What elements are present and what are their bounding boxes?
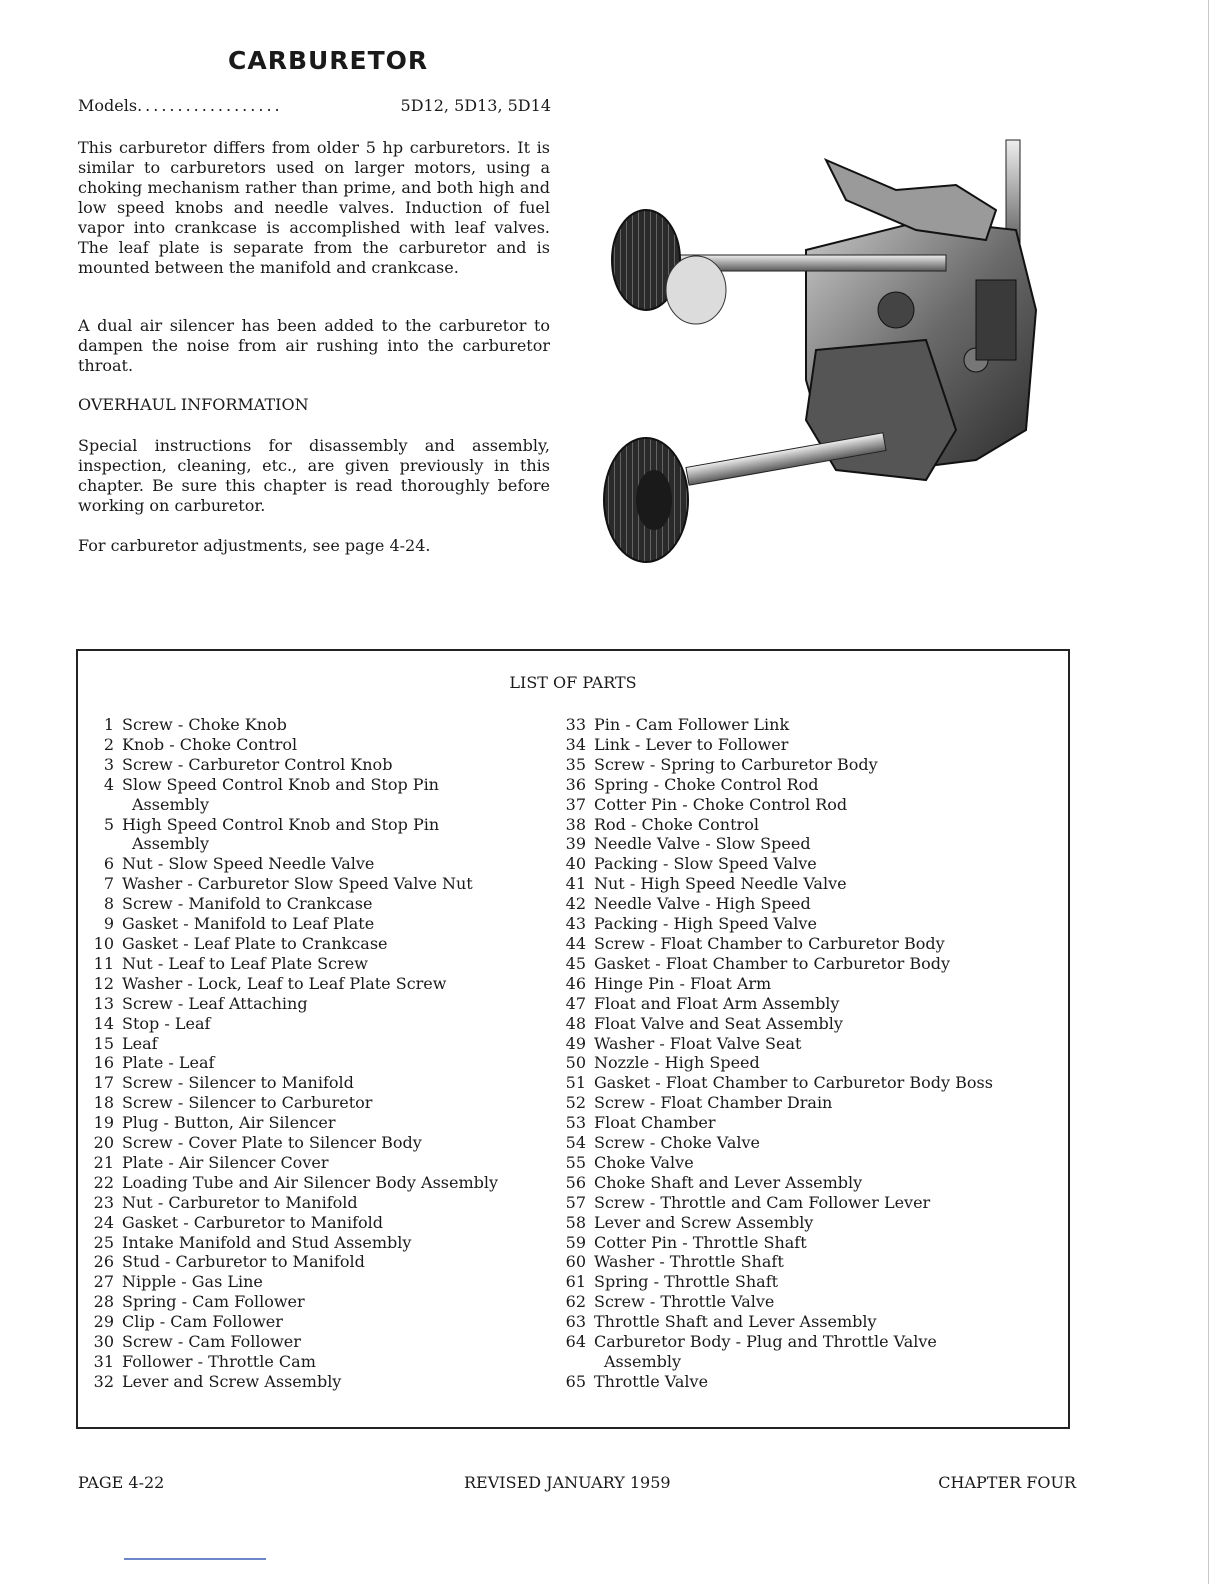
- parts-list-right-column: [554, 715, 1054, 1392]
- parts-list-item: [554, 934, 1054, 954]
- part-number: 20: [93, 1133, 114, 1153]
- parts-list-item: [82, 1073, 552, 1093]
- parts-list-item: [554, 815, 1054, 835]
- part-number: 46: [565, 973, 586, 993]
- part-description: Loading Tube and Air Silencer Body Assembly: [122, 1172, 499, 1192]
- bottom-rule: [124, 1558, 266, 1560]
- part-description: Gasket - Carburetor to Manifold: [122, 1212, 383, 1232]
- part-description: Slow Speed Control Knob and Stop Pin: [122, 774, 439, 794]
- part-number: 21: [93, 1152, 114, 1172]
- part-number: 64: [565, 1332, 586, 1352]
- part-description: Plate - Leaf: [122, 1053, 215, 1073]
- parts-list-item-continuation: [82, 834, 552, 854]
- part-description: Float Valve and Seat Assembly: [594, 1013, 843, 1033]
- parts-list-item: [82, 1153, 552, 1173]
- part-number: 35: [565, 754, 586, 774]
- page-edge-rule: [1208, 0, 1209, 1584]
- part-description: Nut - Slow Speed Needle Valve: [122, 854, 375, 874]
- overhaul-heading: OVERHAUL INFORMATION: [78, 395, 309, 414]
- part-description: Carburetor Body - Plug and Throttle Valve: [594, 1332, 937, 1352]
- part-description-continuation: Assembly: [132, 794, 210, 814]
- part-number: 29: [93, 1312, 114, 1332]
- part-number: 11: [93, 953, 114, 973]
- parts-list-item: [554, 1173, 1054, 1193]
- part-description: Screw - Float Chamber to Carburetor Body: [594, 933, 945, 953]
- part-description: Stop - Leaf: [122, 1013, 211, 1033]
- part-number: 52: [565, 1093, 586, 1113]
- part-number: 5: [103, 814, 114, 834]
- part-number: 19: [93, 1113, 114, 1133]
- part-number: 65: [565, 1371, 586, 1391]
- part-description: Spring - Throttle Shaft: [594, 1272, 779, 1292]
- parts-list-item: [554, 1014, 1054, 1034]
- parts-list-item: [554, 1193, 1054, 1213]
- parts-list-item-continuation: [554, 1352, 1054, 1372]
- part-number: 2: [103, 734, 114, 754]
- part-number: 17: [93, 1073, 114, 1093]
- parts-list-item: [554, 1053, 1054, 1073]
- part-number: 58: [565, 1212, 586, 1232]
- parts-list-item: [554, 1332, 1054, 1352]
- part-description: Packing - High Speed Valve: [594, 914, 817, 934]
- part-number: 48: [565, 1013, 586, 1033]
- parts-list-item: [554, 735, 1054, 755]
- parts-list-item: [554, 1093, 1054, 1113]
- parts-list-item: [82, 1173, 552, 1193]
- parts-list-item-continuation: [82, 795, 552, 815]
- part-description: Link - Lever to Follower: [594, 734, 789, 754]
- part-number: 23: [93, 1192, 114, 1212]
- parts-list-item: [82, 1372, 552, 1392]
- part-description: Intake Manifold and Stud Assembly: [122, 1232, 412, 1252]
- part-description: Float and Float Arm Assembly: [594, 993, 840, 1013]
- part-number: 45: [565, 953, 586, 973]
- part-description: Knob - Choke Control: [122, 734, 298, 754]
- part-number: 16: [93, 1053, 114, 1073]
- parts-list-item: [82, 815, 552, 835]
- parts-list-item: [82, 755, 552, 775]
- part-description: Follower - Throttle Cam: [122, 1352, 316, 1371]
- part-description: Clip - Cam Follower: [122, 1312, 283, 1332]
- parts-list-item: [554, 874, 1054, 894]
- part-description: Cotter Pin - Throttle Shaft: [594, 1232, 807, 1252]
- part-number: 61: [565, 1272, 586, 1292]
- part-description: Spring - Cam Follower: [122, 1292, 305, 1312]
- part-number: 6: [103, 854, 114, 874]
- parts-list-item: [82, 735, 552, 755]
- parts-list-item: [554, 1133, 1054, 1153]
- part-description: Spring - Choke Control Rod: [594, 774, 819, 794]
- parts-list-item: [82, 1133, 552, 1153]
- parts-list-item: [554, 894, 1054, 914]
- parts-list-item: [82, 1292, 552, 1312]
- part-number: 57: [565, 1192, 586, 1212]
- part-number: 18: [93, 1093, 114, 1113]
- part-number: 10: [93, 933, 114, 953]
- parts-list-box: [76, 649, 1070, 1429]
- part-number: 38: [565, 814, 586, 834]
- part-number: 25: [93, 1232, 114, 1252]
- part-number: 15: [93, 1033, 114, 1053]
- part-description: Screw - Float Chamber Drain: [594, 1093, 833, 1113]
- part-number: 54: [565, 1133, 586, 1153]
- part-description: Screw - Cam Follower: [122, 1332, 301, 1352]
- part-description: Hinge Pin - Float Arm: [594, 973, 772, 993]
- parts-list-item: [554, 1153, 1054, 1173]
- parts-list-item: [82, 715, 552, 735]
- silencer-paragraph: A dual air silencer has been added to the carburetor to dampen the noise from air rushing into the carburetor throat.: [78, 316, 550, 375]
- part-description: Nut - Carburetor to Manifold: [122, 1192, 358, 1212]
- parts-list-item: [554, 1034, 1054, 1054]
- part-description: Packing - Slow Speed Valve: [594, 854, 817, 874]
- part-number: 31: [93, 1352, 114, 1371]
- parts-list-item: [82, 954, 552, 974]
- part-description: Plate - Air Silencer Cover: [122, 1152, 329, 1172]
- parts-list-item: [82, 914, 552, 934]
- part-number: 42: [565, 894, 586, 914]
- part-description: Washer - Throttle Shaft: [594, 1252, 784, 1272]
- part-description: Throttle Valve: [594, 1371, 709, 1391]
- parts-list-item: [82, 1332, 552, 1352]
- part-number: 59: [565, 1232, 586, 1252]
- part-description: Float Chamber: [594, 1113, 716, 1133]
- parts-list-item: [82, 874, 552, 894]
- parts-list-item: [554, 1233, 1054, 1253]
- part-number: 41: [565, 874, 586, 894]
- part-number: 51: [565, 1073, 586, 1093]
- part-number: 24: [93, 1212, 114, 1232]
- parts-list-item: [554, 974, 1054, 994]
- parts-list-item: [82, 1034, 552, 1054]
- part-description: Washer - Float Valve Seat: [594, 1033, 802, 1053]
- part-description: Gasket - Leaf Plate to Crankcase: [122, 933, 388, 953]
- parts-list-item: [82, 934, 552, 954]
- part-number: 37: [565, 794, 586, 814]
- overhaul-paragraph: Special instructions for disassembly and assembly, inspection, cleaning, etc., are given previously in this chapter. Be sure this chapter is read thoroughly before working on carburetor.: [78, 436, 550, 515]
- models-label: Models: [78, 96, 138, 115]
- part-number: 44: [565, 933, 586, 953]
- footer-page-number: PAGE 4-22: [78, 1473, 165, 1492]
- parts-list-item: [554, 1292, 1054, 1312]
- parts-list-item: [554, 755, 1054, 775]
- part-number: 30: [93, 1332, 114, 1352]
- part-number: 50: [565, 1053, 586, 1073]
- part-description: Screw - Spring to Carburetor Body: [594, 754, 878, 774]
- parts-list-item: [554, 1272, 1054, 1292]
- part-description: Lever and Screw Assembly: [594, 1212, 814, 1232]
- part-number: 36: [565, 774, 586, 794]
- part-description: Screw - Throttle Valve: [594, 1292, 775, 1312]
- part-number: 26: [93, 1252, 114, 1272]
- models-dots: ..................: [137, 96, 283, 115]
- parts-list-item: [82, 1053, 552, 1073]
- parts-list-item: [82, 1093, 552, 1113]
- part-description: Choke Valve: [594, 1152, 694, 1172]
- part-number: 43: [565, 914, 586, 934]
- part-description: Plug - Button, Air Silencer: [122, 1113, 336, 1133]
- parts-list-item: [554, 1073, 1054, 1093]
- part-number: 34: [565, 734, 586, 754]
- part-number: 28: [93, 1292, 114, 1312]
- parts-list-item: [554, 1113, 1054, 1133]
- parts-list-item: [82, 1014, 552, 1034]
- models-line: [78, 96, 551, 115]
- part-description-continuation: Assembly: [132, 834, 210, 854]
- part-description: Screw - Throttle and Cam Follower Lever: [594, 1192, 931, 1212]
- parts-list-item: [554, 715, 1054, 735]
- part-number: 62: [565, 1292, 586, 1312]
- part-description: Throttle Shaft and Lever Assembly: [594, 1312, 877, 1332]
- part-description-continuation: Assembly: [604, 1352, 682, 1371]
- part-description: Needle Valve - High Speed: [594, 894, 811, 914]
- part-number: 4: [103, 774, 114, 794]
- part-number: 63: [565, 1312, 586, 1332]
- part-description: Choke Shaft and Lever Assembly: [594, 1172, 863, 1192]
- part-description: Screw - Cover Plate to Silencer Body: [122, 1133, 422, 1153]
- parts-list-item: [554, 914, 1054, 934]
- part-number: 14: [93, 1013, 114, 1033]
- part-number: 32: [93, 1371, 114, 1391]
- page-title: CARBURETOR: [228, 46, 429, 75]
- intro-paragraph: This carburetor differs from older 5 hp carburetors. It is similar to carburetors used on larger motors, using a choking mechanism rather than prime, and both high and low speed knobs and needle valves. Induction of fuel vapor into crankcase is accomplished with leaf valves. The leaf plate is separate from the carburetor and is mounted between the manifold and crankcase.: [78, 138, 550, 277]
- part-description: Nut - Leaf to Leaf Plate Screw: [122, 953, 368, 973]
- part-description: Screw - Manifold to Crankcase: [122, 894, 373, 914]
- parts-list-item: [82, 894, 552, 914]
- part-number: 12: [93, 973, 114, 993]
- parts-list-item: [554, 1252, 1054, 1272]
- parts-list-item: [82, 1193, 552, 1213]
- part-number: 49: [565, 1033, 586, 1053]
- part-number: 8: [103, 894, 114, 914]
- part-number: 47: [565, 993, 586, 1013]
- part-description: Screw - Leaf Attaching: [122, 993, 308, 1013]
- part-number: 56: [565, 1172, 586, 1192]
- part-number: 27: [93, 1272, 114, 1292]
- parts-list-item: [82, 1252, 552, 1272]
- part-number: 9: [103, 914, 114, 934]
- part-number: 40: [565, 854, 586, 874]
- part-number: 7: [103, 874, 114, 894]
- adjustments-paragraph: For carburetor adjustments, see page 4-24.: [78, 536, 431, 555]
- part-description: Screw - Silencer to Manifold: [122, 1073, 354, 1093]
- part-description: Stud - Carburetor to Manifold: [122, 1252, 365, 1272]
- part-description: Nipple - Gas Line: [122, 1272, 263, 1292]
- parts-list-item: [82, 1113, 552, 1133]
- part-description: Screw - Choke Valve: [594, 1133, 760, 1153]
- part-number: 53: [565, 1113, 586, 1133]
- part-description: Screw - Choke Knob: [122, 715, 287, 734]
- parts-list-item: [554, 1213, 1054, 1233]
- part-description: Screw - Silencer to Carburetor: [122, 1093, 373, 1113]
- part-number: 39: [565, 834, 586, 854]
- parts-list-item: [554, 834, 1054, 854]
- part-description: Pin - Cam Follower Link: [594, 715, 790, 734]
- parts-list-item: [554, 854, 1054, 874]
- part-description: Lever and Screw Assembly: [122, 1371, 342, 1391]
- parts-list-item: [554, 1372, 1054, 1392]
- parts-list-item: [82, 1233, 552, 1253]
- part-description: Washer - Carburetor Slow Speed Valve Nut: [122, 874, 473, 894]
- parts-list-item: [82, 1272, 552, 1292]
- part-number: 3: [103, 754, 114, 774]
- part-description: Cotter Pin - Choke Control Rod: [594, 794, 848, 814]
- models-value: 5D12, 5D13, 5D14: [400, 96, 551, 115]
- parts-list-item: [82, 775, 552, 795]
- part-number: 1: [103, 715, 114, 734]
- part-description: Gasket - Float Chamber to Carburetor Body Boss: [594, 1073, 993, 1093]
- part-description: Rod - Choke Control: [594, 814, 759, 834]
- part-number: 13: [93, 993, 114, 1013]
- parts-list-item: [82, 994, 552, 1014]
- parts-list-item: [554, 954, 1054, 974]
- parts-list-item: [82, 854, 552, 874]
- part-number: 33: [565, 715, 586, 734]
- part-description: Washer - Lock, Leaf to Leaf Plate Screw: [122, 973, 447, 993]
- part-description: Gasket - Float Chamber to Carburetor Body: [594, 953, 951, 973]
- part-description: Nut - High Speed Needle Valve: [594, 874, 847, 894]
- carburetor-illustration: [596, 130, 1066, 580]
- part-description: Nozzle - High Speed: [594, 1053, 760, 1073]
- footer-revision: REVISED JANUARY 1959: [464, 1473, 671, 1492]
- parts-list-item: [554, 795, 1054, 815]
- parts-list-item: [82, 1213, 552, 1233]
- parts-list-item: [554, 994, 1054, 1014]
- parts-list-item: [82, 1312, 552, 1332]
- part-description: Needle Valve - Slow Speed: [594, 834, 811, 854]
- part-description: Leaf: [122, 1033, 158, 1053]
- parts-list-item: [554, 775, 1054, 795]
- part-description: Gasket - Manifold to Leaf Plate: [122, 914, 375, 934]
- parts-list-item: [82, 1352, 552, 1372]
- part-description: High Speed Control Knob and Stop Pin: [122, 814, 440, 834]
- part-number: 22: [93, 1172, 114, 1192]
- parts-list-item: [554, 1312, 1054, 1332]
- part-description: Screw - Carburetor Control Knob: [122, 754, 393, 774]
- parts-list-title: LIST OF PARTS: [509, 673, 637, 692]
- footer-chapter: CHAPTER FOUR: [938, 1473, 1076, 1492]
- parts-list-left-column: [82, 715, 552, 1392]
- part-number: 60: [565, 1252, 586, 1272]
- parts-list-item: [82, 974, 552, 994]
- part-number: 55: [565, 1152, 586, 1172]
